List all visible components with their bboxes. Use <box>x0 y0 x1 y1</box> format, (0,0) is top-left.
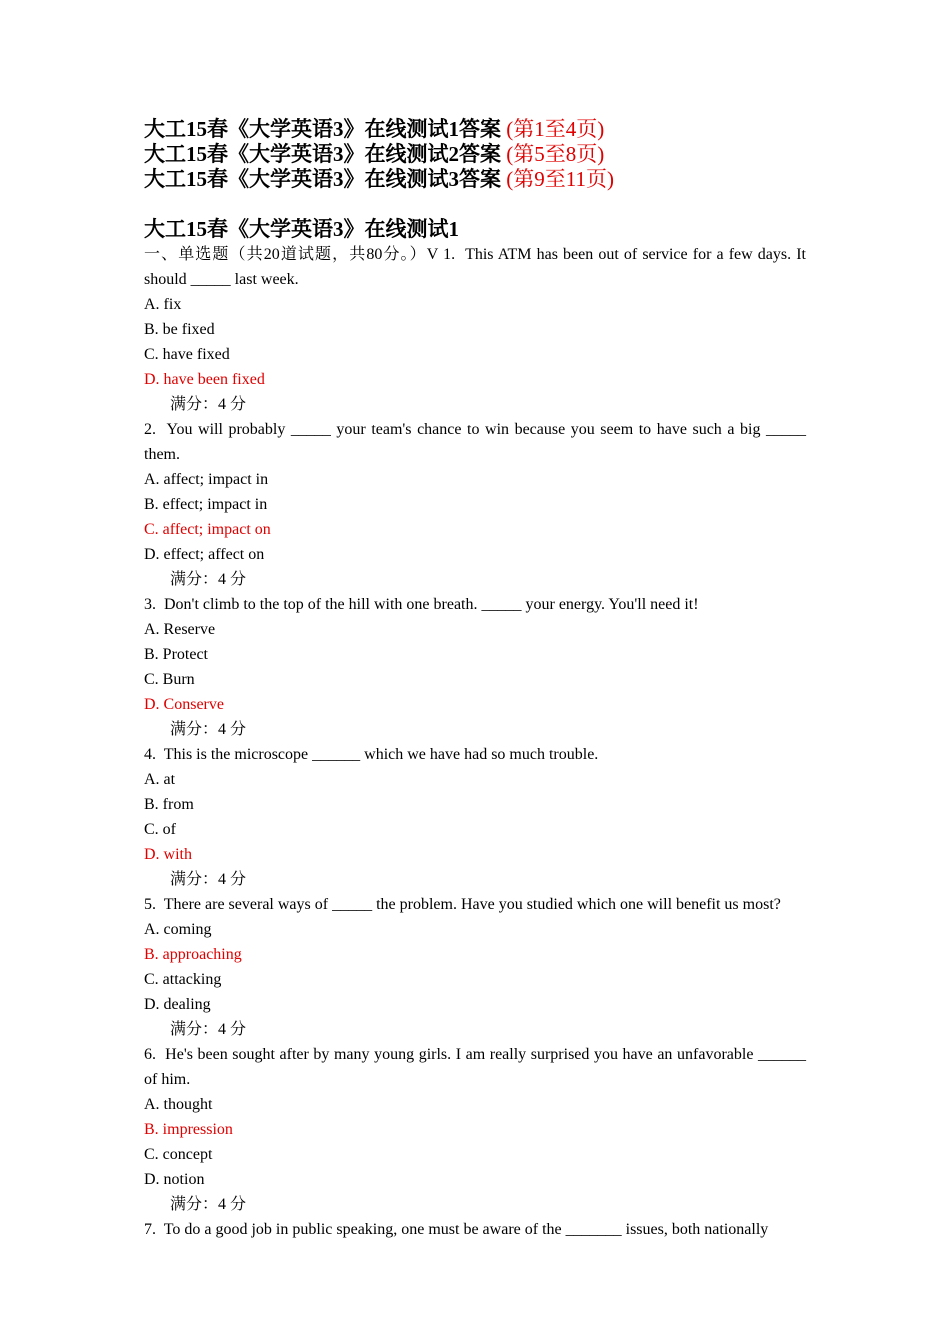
question-text <box>144 892 806 917</box>
question-list <box>144 242 806 1242</box>
score-label: 满分：4 分 <box>170 871 247 888</box>
question-text <box>144 592 806 617</box>
question-stem: You will probably _____ your team's chance to win because you seem to have such a big _____ them. <box>144 421 807 463</box>
answer-option: A. fix <box>144 296 182 313</box>
answer-option: C. attacking <box>144 971 222 988</box>
score-label: 满分：4 分 <box>170 1021 247 1038</box>
toc-title: 大工15春《大学英语3》在线测试1答案 <box>144 117 501 141</box>
score-label: 满分：4 分 <box>170 721 247 738</box>
score-label: 满分：4 分 <box>170 571 247 588</box>
toc-line <box>144 117 806 142</box>
answer-option: A. coming <box>144 921 212 938</box>
question-text <box>144 242 806 292</box>
question-stem: He's been sought after by many young girls. I am really surprised you have an unfavorable ______ of him. <box>144 1046 806 1088</box>
correct-answer-option: B. impression <box>144 1121 233 1138</box>
question-text <box>144 1217 806 1242</box>
table-of-contents <box>144 117 806 192</box>
answer-option: A. Reserve <box>144 621 216 638</box>
answer-option: A. thought <box>144 1096 213 1113</box>
answer-option: C. of <box>144 821 176 838</box>
document-content <box>144 117 806 1242</box>
correct-answer-option: B. approaching <box>144 946 242 963</box>
question-number: 4. <box>144 746 156 763</box>
correct-answer-option: D. Conserve <box>144 696 224 713</box>
answer-option: C. concept <box>144 1146 213 1163</box>
question-number: 2. <box>144 421 156 438</box>
score-label: 满分：4 分 <box>170 1196 247 1213</box>
answer-option: A. at <box>144 771 176 788</box>
toc-title: 大工15春《大学英语3》在线测试3答案 <box>144 167 501 191</box>
toc-page-range: (第9至11页) <box>506 167 614 191</box>
toc-title: 大工15春《大学英语3》在线测试2答案 <box>144 142 501 166</box>
question-stem: There are several ways of _____ the problem. Have you studied which one will benefit us most? <box>163 896 781 913</box>
section-title: 大工15春《大学英语3》在线测试1 <box>144 217 459 241</box>
answer-option: D. notion <box>144 1171 205 1188</box>
toc-line <box>144 142 806 167</box>
toc-page-range: (第5至8页) <box>506 142 605 166</box>
question-stem: This is the microscope ______ which we have had so much trouble. <box>163 746 599 763</box>
answer-option: B. Protect <box>144 646 208 663</box>
score-label: 满分：4 分 <box>170 396 247 413</box>
correct-answer-option: D. with <box>144 846 192 863</box>
toc-line <box>144 167 806 192</box>
question-text <box>144 742 806 767</box>
answer-option: C. Burn <box>144 671 195 688</box>
correct-answer-option: D. have been fixed <box>144 371 265 388</box>
question-text <box>144 417 806 467</box>
answer-option: B. from <box>144 796 194 813</box>
question-text <box>144 1042 806 1092</box>
question-number: 7. <box>144 1221 156 1238</box>
question-number: 6. <box>144 1046 156 1063</box>
answer-option: D. effect; affect on <box>144 546 265 563</box>
question-stem: This ATM has been out of service for a few days. It should _____ last week. <box>144 246 806 288</box>
section-header: 一、单选题（共20道试题，共80分。）V <box>144 246 439 263</box>
toc-page-range: (第1至4页) <box>506 117 605 141</box>
question-stem: Don't climb to the top of the hill with one breath. _____ your energy. You'll need it! <box>164 596 699 613</box>
correct-answer-option: C. affect; impact on <box>144 521 271 538</box>
answer-option: A. affect; impact in <box>144 471 269 488</box>
answer-option: D. dealing <box>144 996 211 1013</box>
question-number: 5. <box>144 896 156 913</box>
question-number: 1. <box>443 246 456 263</box>
answer-option: C. have fixed <box>144 346 230 363</box>
answer-option: B. be fixed <box>144 321 215 338</box>
answer-option: B. effect; impact in <box>144 496 268 513</box>
question-stem: To do a good job in public speaking, one must be aware of the _______ issues, both nationally <box>163 1221 769 1238</box>
question-number: 3. <box>144 596 156 613</box>
